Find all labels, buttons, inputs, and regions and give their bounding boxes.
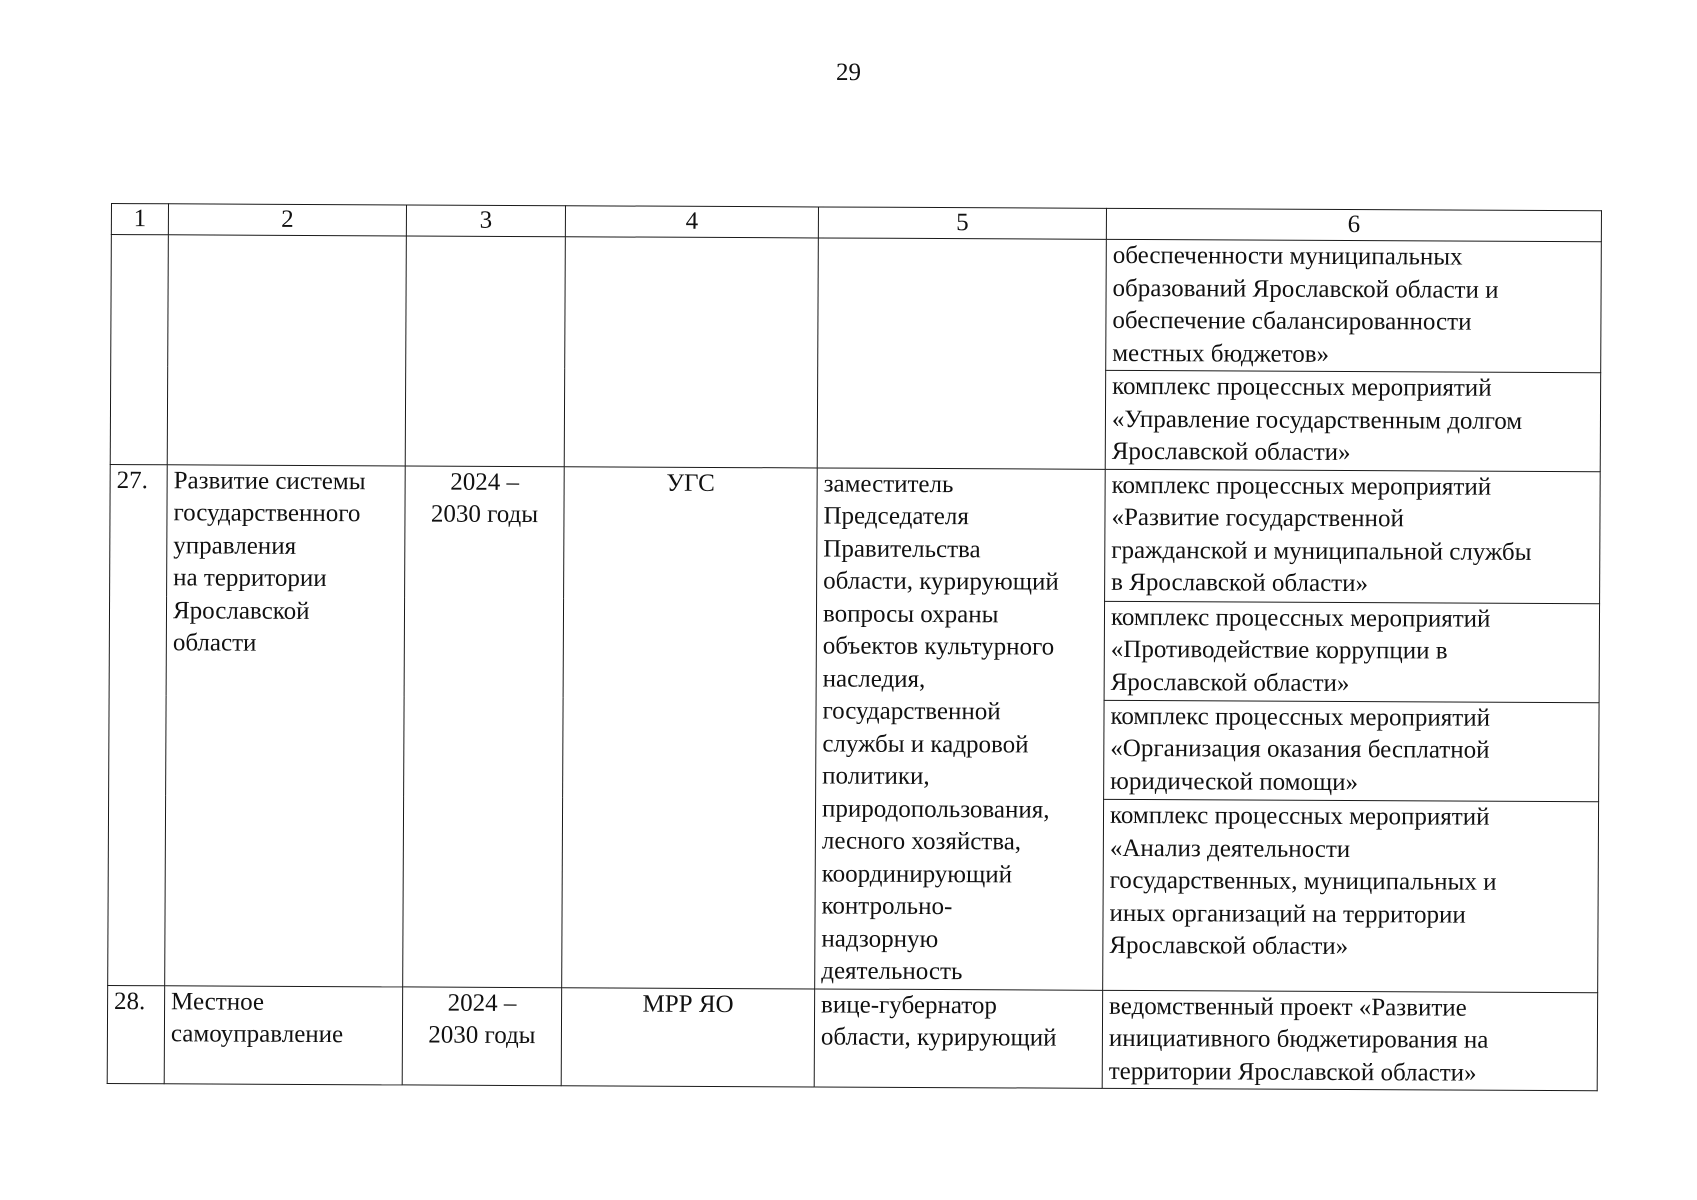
cell-curator: заместитель Председателя Правительства области, курирующий вопросы охраны объектов культурного наследия, государственной службы и кадровой политики, природопользования, лесного хозяйства, координирующий контрольно- надзорную деятельность (815, 467, 1106, 989)
cell-agency: УГС (562, 466, 818, 988)
cell-component: обеспеченности муниципальных образований Ярославской области и обеспечение сбалансированности местных бюджетов» (1106, 239, 1602, 372)
cell-agency: МРР ЯО (561, 987, 814, 1087)
programs-table (107, 203, 1602, 1091)
cell-number (110, 235, 168, 465)
cell-component: комплекс процессных мероприятий «Развитие государственной гражданской и муниципальной службы в Ярославской области» (1105, 469, 1601, 603)
cell-program-name: Развитие системы государственного управления на территории Ярославской области (165, 464, 406, 986)
table-row (111, 235, 1602, 373)
column-header: 4 (565, 206, 818, 238)
cell-curator (817, 238, 1106, 469)
column-header: 2 (168, 204, 406, 236)
cell-number: 28. (107, 985, 164, 1084)
cell-component: комплекс процессных мероприятий «Анализ деятельности государственных, муниципальных и иных организаций на территории Ярославской области» (1103, 799, 1599, 992)
table-row (107, 985, 1597, 1091)
cell-component: ведомственный проект «Развитие инициативного бюджетирования на территории Ярославской области» (1102, 990, 1597, 1091)
cell-number: 27. (108, 464, 168, 985)
column-header: 3 (406, 205, 565, 237)
cell-component: комплекс процессных мероприятий «Управление государственным долгом Ярославской области» (1105, 370, 1600, 471)
column-header: 5 (818, 207, 1106, 239)
cell-program-name: Местное самоуправление (164, 985, 402, 1085)
cell-period: 2024 – 2030 годы (403, 465, 565, 987)
column-header: 6 (1106, 208, 1601, 241)
cell-program-name (167, 235, 406, 466)
page-number: 29 (836, 59, 861, 86)
cell-curator: вице-губернатор области, курирующий (814, 988, 1102, 1088)
cell-period (405, 236, 565, 466)
cell-component: комплекс процессных мероприятий «Противодействие коррупции в Ярославской области» (1104, 601, 1599, 703)
cell-agency (564, 237, 818, 468)
cell-component: комплекс процессных мероприятий «Организация оказания бесплатной юридической помощи» (1104, 700, 1599, 802)
column-header: 1 (111, 204, 168, 235)
cell-period: 2024 – 2030 годы (402, 986, 561, 1085)
table-row (110, 464, 1601, 603)
